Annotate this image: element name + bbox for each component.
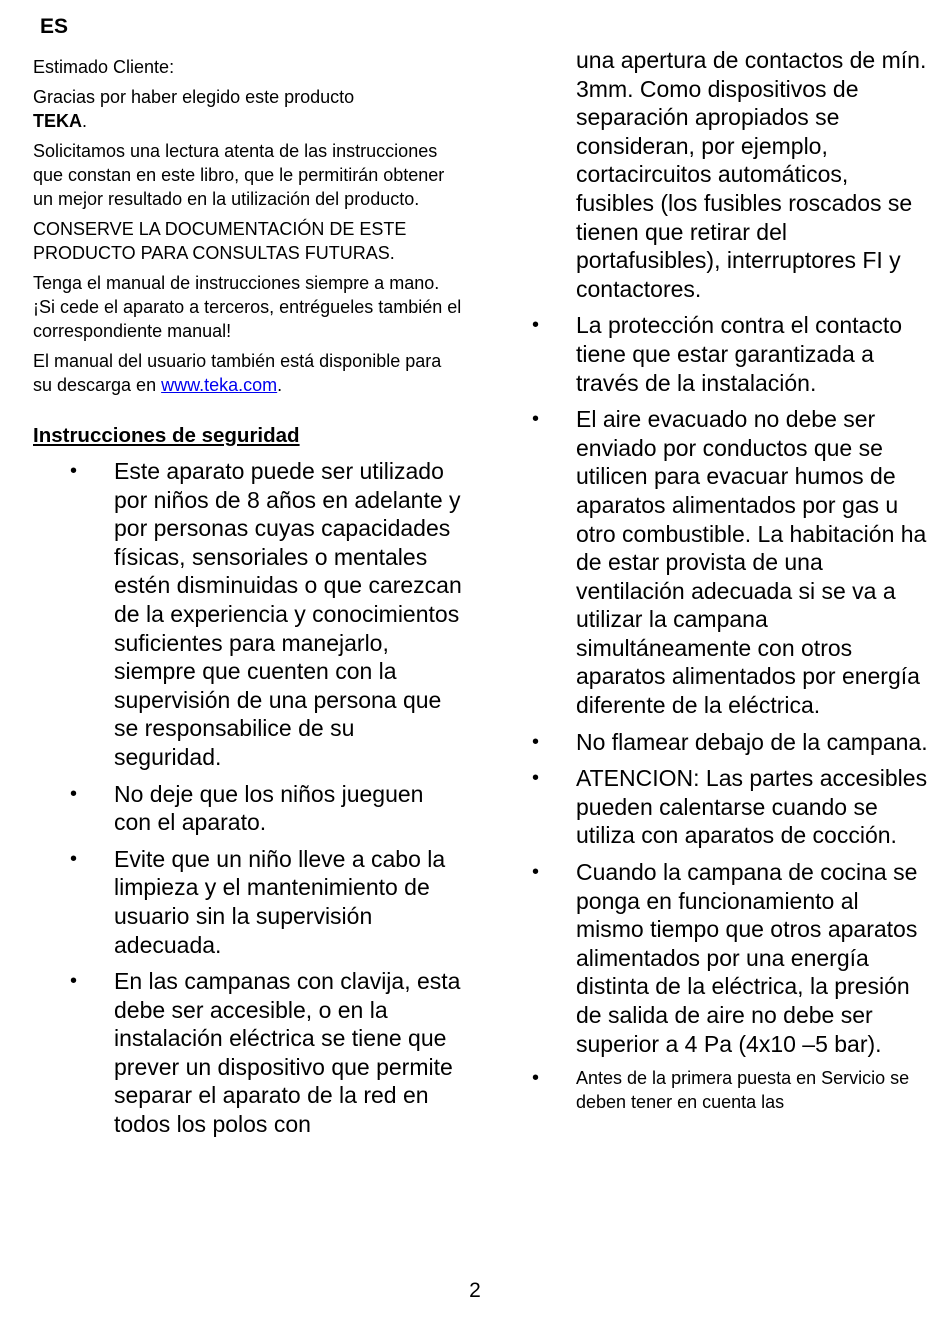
language-code: ES: [40, 15, 69, 38]
brand-name: TEKA: [33, 111, 82, 131]
list-item: [531, 764, 931, 850]
list-item: [531, 1066, 931, 1114]
download-end: .: [277, 375, 283, 395]
safety-list-left: [33, 457, 463, 1139]
list-item: [531, 311, 931, 397]
left-column: [33, 55, 463, 1147]
bullet-icon: •: [70, 847, 78, 870]
bullet-icon: •: [532, 314, 540, 337]
list-item-text: La protección contra el contacto tiene que estar garantizada a través de la instalación.: [576, 312, 903, 396]
greeting: Estimado Cliente:: [33, 57, 175, 77]
bullet-icon: •: [70, 460, 78, 482]
list-item-text: Este aparato puede ser utilizado por niños de 8 años en adelante y por personas cuyas capacidades físicas, sensoriales o mentales estén disminuidas o que carezcan de la experiencia y conocimientos suficientes para manejarlo, siempre que cuenten con la supervisión de una persona que se responsabilice de su seguridad.: [114, 458, 462, 770]
bullet-icon: •: [532, 861, 540, 884]
safety-list-right: [531, 311, 931, 1114]
download-paragraph: [33, 349, 463, 397]
list-item: [531, 728, 931, 757]
list-item: [33, 967, 463, 1139]
list-item-text: En las campanas con clavija, esta debe ser accesible, o en la instalación eléctrica se tiene que prever un dispositivo que permite separar el aparato de la red en todos los polos con: [114, 968, 461, 1138]
list-item-text: No deje que los niños jueguen con el aparato.: [114, 780, 424, 836]
bullet-icon: •: [532, 730, 540, 753]
list-item: [33, 457, 463, 772]
right-column: [531, 46, 931, 1122]
list-item-text: ATENCION: Las partes accesibles pueden calentarse cuando se utiliza con aparatos de cocción.: [576, 765, 928, 849]
bullet-icon: •: [70, 970, 78, 993]
keep-manual-paragraph: Tenga el manual de instrucciones siempre a mano. ¡Si cede el aparato a terceros, entrégueles también el correspondiente manual!: [33, 273, 462, 341]
thanks-paragraph: [33, 85, 463, 133]
list-item-text: Antes de la primera puesta en Servicio se deben tener en cuenta las: [576, 1068, 910, 1113]
list-item-text: El aire evacuado no debe ser enviado por conductos que se utilicen para evacuar humos de aparatos alimentados por gas u otro combustible. La habitación ha de estar provista de una ventilación adecuada si se va a utilizar la campana simultáneamente con otros aparatos alimentados por energía diferente de la eléctrica.: [576, 406, 927, 719]
read-request-paragraph: Solicitamos una lectura atenta de las instrucciones que constan en este libro, que le permitirán obtener un mejor resultado en la utilización del producto.: [33, 141, 445, 209]
bullet-icon: •: [70, 782, 78, 805]
download-text: El manual del usuario también está disponible para su descarga en: [33, 351, 442, 395]
thanks-text: Gracias por haber elegido este producto: [33, 87, 355, 107]
safety-heading: Instrucciones de seguridad: [33, 424, 300, 447]
list-item-text: No flamear debajo de la campana.: [576, 728, 928, 755]
conserve-paragraph: CONSERVE LA DOCUMENTACIÓN DE ESTE PRODUCTO PARA CONSULTAS FUTURAS.: [33, 219, 407, 263]
list-item-continuation: una apertura de contactos de mín. 3mm. Como dispositivos de separación apropiados se consideran, por ejemplo, cortacircuitos automáticos, fusibles (los fusibles roscados se tienen que retirar del portafusibles), interruptores FI y contactores.: [576, 47, 927, 302]
list-item-text: Cuando la campana de cocina se ponga en funcionamiento al mismo tiempo que otros aparatos alimentados por una energía distinta de la eléctrica, la presión de salida de aire no debe ser superior a 4 Pa (4x10 –5 bar).: [576, 859, 918, 1057]
list-item: [531, 858, 931, 1058]
list-item: [33, 780, 463, 837]
page-number: 2: [469, 1279, 481, 1302]
thanks-end: .: [82, 111, 88, 131]
list-item: [531, 405, 931, 720]
teka-website-link[interactable]: www.teka.com: [161, 375, 278, 395]
bullet-icon: •: [532, 767, 540, 790]
bullet-icon: •: [532, 1067, 540, 1090]
bullet-icon: •: [532, 408, 540, 431]
list-item-text: Evite que un niño lleve a cabo la limpieza y el mantenimiento de usuario sin la supervisión adecuada.: [114, 845, 446, 958]
list-item: [33, 845, 463, 959]
